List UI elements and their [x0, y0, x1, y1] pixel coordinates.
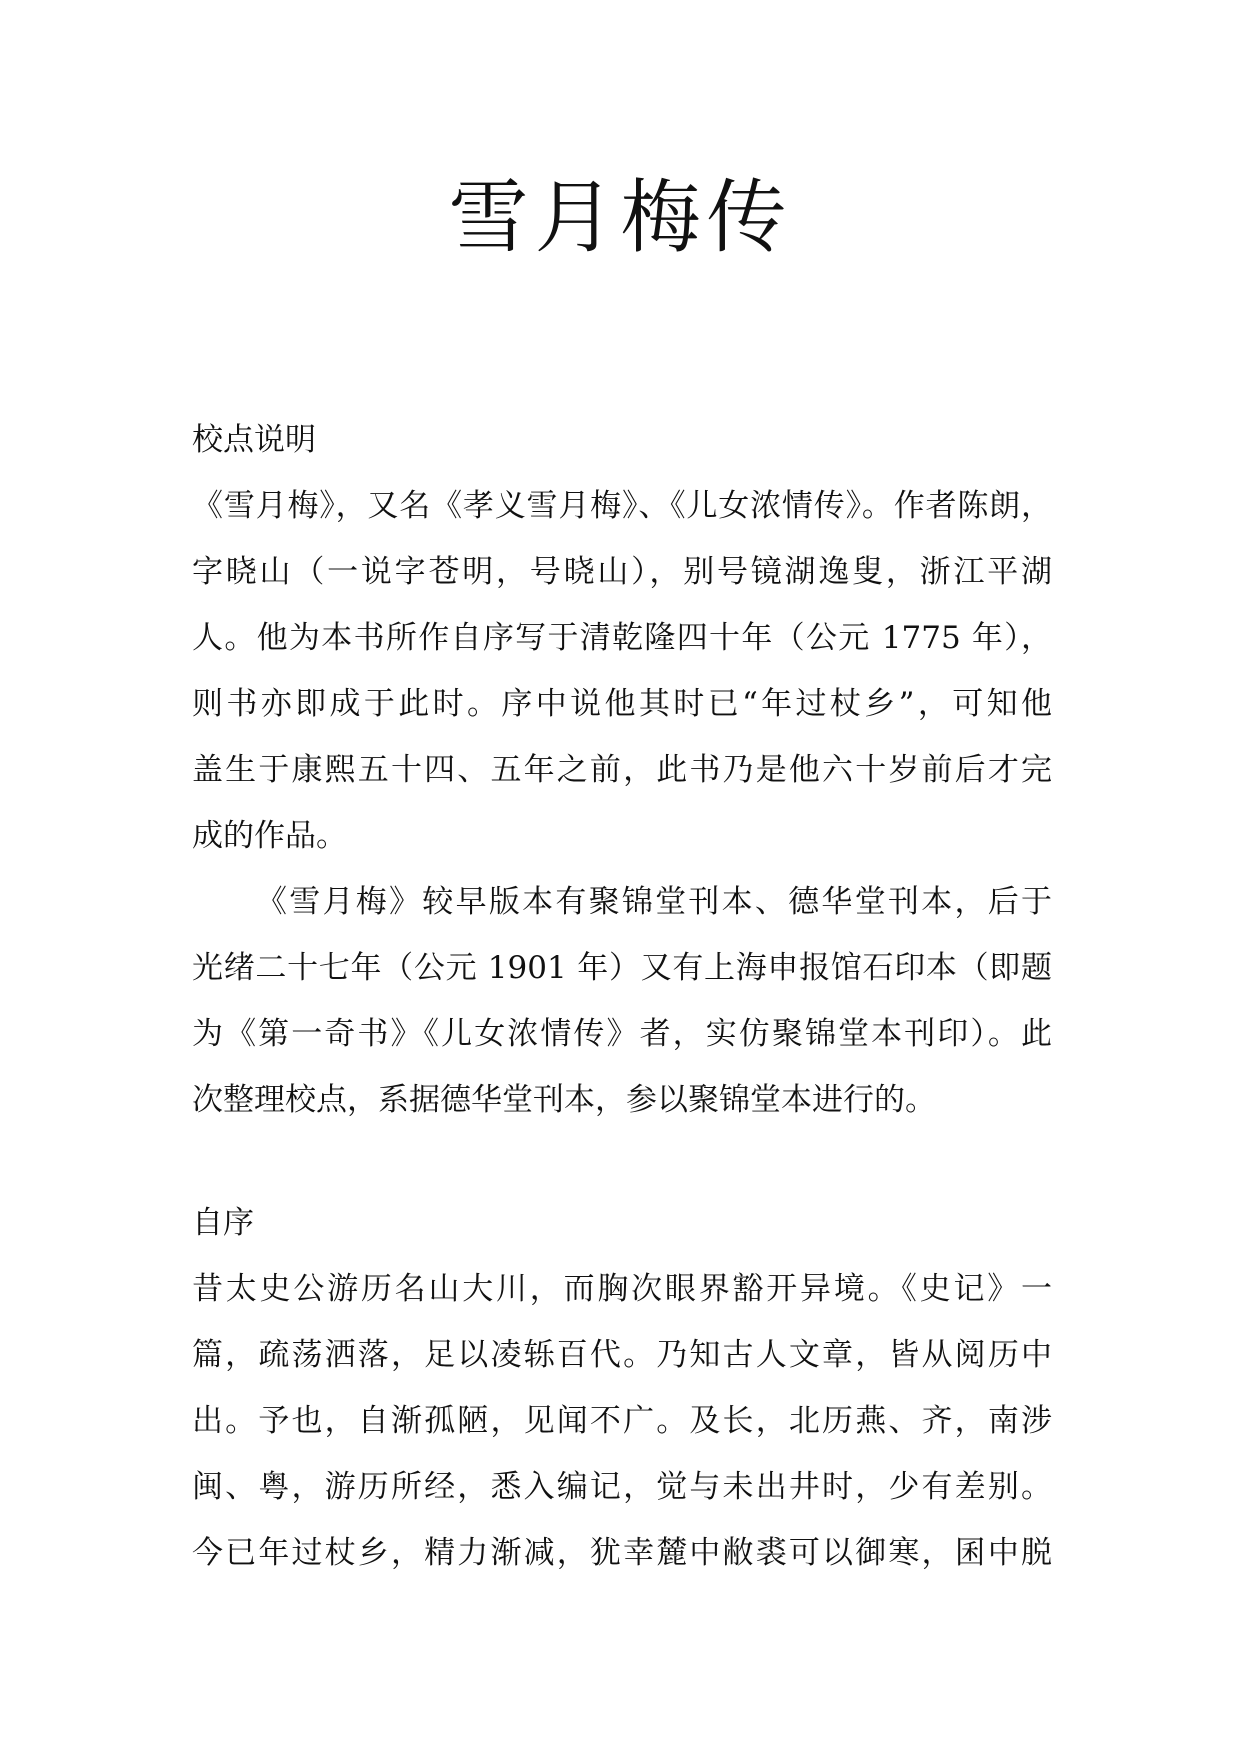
text-line: 字晓山（一说字苍明，号晓山），别号镜湖逸叟，浙江平湖 [192, 554, 1052, 590]
section-heading: 校点说明 [192, 422, 316, 458]
page-title: 雪月梅传 [448, 171, 793, 264]
text-line: 光绪二十七年（公元 1901 年）又有上海申报馆石印本（即题 [192, 950, 1052, 986]
section-heading: 自序 [192, 1205, 254, 1241]
paragraph [192, 869, 1052, 1133]
section-collation-notes [192, 407, 1052, 1133]
text-line: 《雪月梅》，又名《孝义雪月梅》、《儿女浓情传》。作者陈朗， [192, 488, 1052, 524]
text-line: 为《第一奇书》《儿女浓情传》者，实仿聚锦堂本刊印）。此 [192, 1016, 1052, 1052]
paragraph [192, 1256, 1052, 1586]
text-line: 闽、粤，游历所经，悉入编记，觉与未出井时，少有差别。 [192, 1469, 1052, 1505]
text-line: 《雪月梅》较早版本有聚锦堂刊本、德华堂刊本，后于 [256, 884, 1052, 920]
text-line: 篇，疏荡洒落，足以凌轹百代。乃知古人文章，皆从阅历中 [192, 1337, 1052, 1373]
text-line: 今已年过杖乡，精力渐减，犹幸麓中敝裘可以御寒，囷中脱 [192, 1535, 1052, 1571]
text-line: 昔太史公游历名山大川，而胸次眼界豁开异境。《史记》一 [192, 1271, 1052, 1307]
paragraph [192, 473, 1052, 869]
text-line: 次整理校点，系据德华堂刊本，参以聚锦堂本进行的。 [192, 1082, 936, 1118]
text-line: 人。他为本书所作自序写于清乾隆四十年（公元 1775 年）， [192, 620, 1052, 656]
section-preface [192, 1190, 1052, 1586]
text-line: 则书亦即成于此时。序中说他其时已“年过杖乡”，可知他 [192, 686, 1052, 722]
text-line: 成的作品。 [192, 818, 347, 854]
text-line: 出。予也，自渐孤陋，见闻不广。及长，北历燕、齐，南涉 [192, 1403, 1052, 1439]
text-line: 盖生于康熙五十四、五年之前，此书乃是他六十岁前后才完 [192, 752, 1052, 788]
